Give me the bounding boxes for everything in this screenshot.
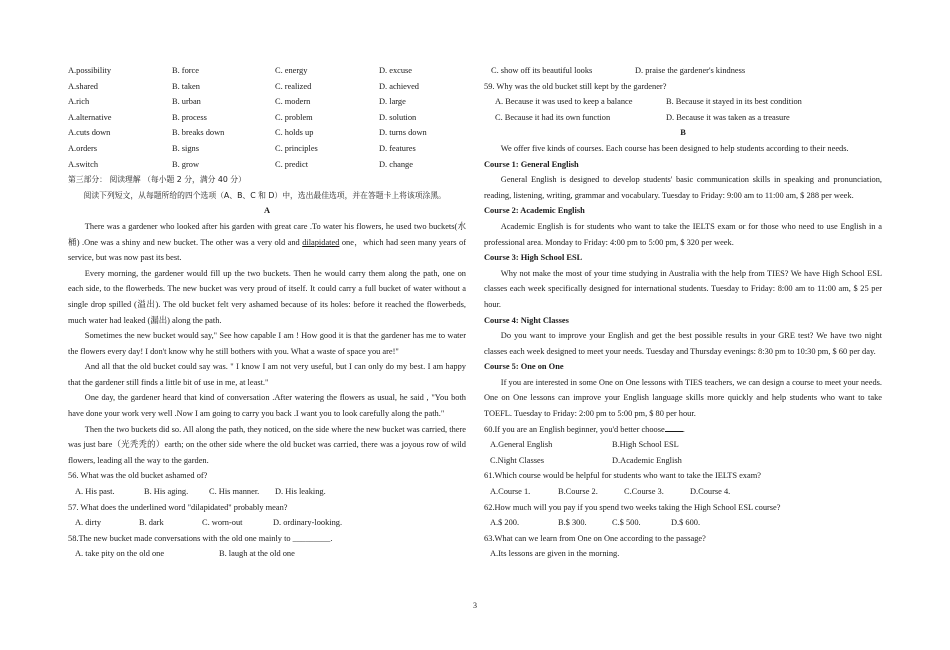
option-c: C. modern — [275, 97, 311, 107]
question-60-stem — [484, 422, 882, 438]
option-c: C. realized — [275, 81, 312, 91]
option-d: D. praise the gardener's kindness — [635, 66, 746, 75]
left-column — [68, 63, 466, 562]
option-a: A.General English — [490, 440, 553, 450]
option-b: B. dark — [139, 518, 164, 528]
option-d: D.Academic English — [612, 455, 682, 465]
section3-instruction: 阅读下列短文，从每题所给的四个选项（A、B、C 和 D）中，选出最佳选项，并在答题卡上将该项涂黑。 — [83, 190, 446, 200]
question-59-stem: 59. Why was the old bucket still kept by the gardener? — [484, 81, 667, 91]
option-d: D. achieved — [379, 81, 419, 91]
question-58-options-cd — [484, 63, 882, 79]
option-d: D. solution — [379, 112, 417, 122]
page-number: 3 — [473, 601, 477, 610]
option-c: C.Course 3. — [624, 487, 664, 497]
question-59-options-cd — [484, 110, 882, 126]
question-62-options — [484, 515, 882, 531]
course-1-title: Course 1: General English — [484, 159, 579, 169]
passage-b-label: B — [680, 128, 686, 138]
cloze-option-row-55 — [68, 157, 466, 173]
option-b: B. force — [172, 66, 199, 75]
course-3-title: Course 3: High School ESL — [484, 253, 583, 263]
option-d: D. ordinary-looking. — [273, 518, 343, 528]
question-58-options-ab — [68, 546, 466, 562]
course-5-text: If you are interested in some One on One lessons with TIES teachers, we can design a course to meet your needs. One on One lessons can improve your English language skills more quickly and help students who want to take TOEFL. Tuesday to Friday: 2:00 pm to 5:00 pm, $ 80 per hour. — [484, 377, 882, 419]
passage-a-paragraph-5: One day, the gardener heard that kind of conversation .After watering the flowers as usual, he said , "You both have done your work very well .Now I am going to carry you back .I want you to look carefully along the path." — [68, 393, 466, 419]
course-4-title: Course 4: Night Classes — [484, 315, 569, 325]
cloze-option-row-51 — [68, 94, 466, 110]
option-b: B.High School ESL — [612, 440, 679, 450]
question-57-stem: 57. What does the underlined word "dilapidated" probably mean? — [68, 502, 288, 512]
option-c: C.$ 500. — [612, 518, 641, 528]
question-63-option-a — [484, 546, 882, 562]
option-a: A.alternative — [68, 112, 112, 122]
cloze-option-row-50 — [68, 79, 466, 95]
option-b: B. grow — [172, 159, 199, 169]
question-59-options-ab — [484, 94, 882, 110]
option-a: A. His past. — [75, 487, 115, 497]
option-d: D. change — [379, 159, 413, 169]
option-a: A. Because it was used to keep a balance — [495, 97, 633, 107]
passage-a-paragraph-4: And all that the old bucket could say was. " I know I am not very useful, but I can only do my best. I am happy that the gardener still finds a little bit of use in me, at least." — [68, 362, 466, 387]
question-60-options-cd — [484, 453, 882, 469]
option-d: D. His leaking. — [275, 487, 326, 497]
question-60-options-ab — [484, 437, 882, 453]
text: 60.If you are an English beginner, you'd better choose — [484, 424, 665, 434]
question-58-stem: 58.The new bucket made conversations with the old one mainly to _________. — [68, 533, 333, 543]
question-63-stem: 63.What can we learn from One on One according to the passage? — [484, 533, 706, 543]
course-2-title: Course 2: Academic English — [484, 206, 585, 216]
option-d: D. features — [379, 143, 416, 153]
option-b: B. taken — [172, 81, 200, 91]
option-a: A. dirty — [75, 518, 102, 528]
option-a: A.shared — [68, 81, 98, 91]
passage-a-paragraph-2: Every morning, the gardener would fill up the two buckets. Then he would carry them along the path, one on each side, to the flowerbeds. The new bucket was very proud of itself. It could carry a full bucket of water without a single drop spilled (溢出). The old bucket felt very ashamed because of its holes: before it reached the flowerbeds, much water had leaked (漏出) along the path. — [68, 268, 466, 325]
option-a: A.Course 1. — [490, 487, 531, 497]
underlined-word: dilapidated — [302, 237, 340, 247]
text: one，which had seen many years of service, but was now past its best. — [68, 237, 466, 263]
question-57-options — [68, 515, 466, 531]
option-a: A.switch — [68, 159, 99, 169]
question-56-stem: 56. What was the old bucket ashamed of? — [68, 471, 208, 481]
course-1-text: General English is designed to develop students' basic communication skills in speaking and pronunciation, reading, listening, writing, grammar and vocabulary. Tuesday to Friday: 9:00 am to 11:00 am, $ 288 per week. — [484, 175, 882, 200]
option-b: B. laugh at the old one — [219, 549, 295, 559]
option-c: C. worn-out — [202, 518, 243, 528]
option-d: D. large — [379, 97, 406, 107]
passage-a-paragraph-3: Sometimes the new bucket would say," See how capable I am ! How good it is that the gardener has me to water the flowers every day! I don't know why he still bothers with you. What a waste of space you are!" — [68, 331, 466, 356]
cloze-option-row-52 — [68, 110, 466, 126]
course-4-text: Do you want to improve your English and get the best possible results in your GRE test? We have two night classes each week designed to meet your needs. Tuesday and Thursday evenings: 8:30 pm to 10:30 pm, $ 60 per day. — [484, 331, 882, 356]
option-b: B. signs — [172, 143, 199, 153]
option-d: D.$ 600. — [671, 518, 701, 528]
option-a: A.cuts down — [68, 128, 111, 138]
question-56-options — [68, 484, 466, 500]
option-c: C. show off its beautiful looks — [491, 66, 593, 75]
passage-a-label: A — [263, 206, 271, 216]
cloze-option-row-54 — [68, 141, 466, 157]
option-c: C. holds up — [275, 128, 314, 138]
option-a: A.$ 200. — [490, 518, 520, 528]
cloze-option-row-49 — [68, 63, 466, 79]
option-a: A.possibility — [68, 66, 112, 75]
option-a: A.orders — [68, 143, 98, 153]
option-c: C. His manner. — [209, 487, 260, 497]
course-5-title: Course 5: One on One — [484, 362, 564, 372]
option-d: D. turns down — [379, 128, 427, 138]
option-a: A.Its lessons are given in the morning. — [490, 549, 620, 559]
question-62-stem: 62.How much will you pay if you spend two weeks taking the High School ESL course? — [484, 502, 781, 512]
option-b: B.$ 300. — [558, 518, 587, 528]
option-a: A. take pity on the old one — [75, 549, 165, 559]
option-b: B. breaks down — [172, 128, 225, 138]
course-3-text: Why not make the most of your time studying in Australia with the help from TIES? We have High School ESL classes each week specifically designed for international students. Tuesday to Friday: 8:00 am to 11:00 am, $ 25 per hour. — [484, 268, 882, 309]
question-61-stem: 61.Which course would be helpful for students who want to take the IELTS exam? — [484, 471, 761, 481]
answer-blank — [665, 422, 683, 432]
option-d: D.Course 4. — [690, 487, 731, 497]
option-a: A.rich — [68, 97, 90, 107]
option-b: B. Because it stayed in its best condition — [666, 97, 802, 107]
option-c: C. predict — [275, 159, 309, 169]
course-2-text: Academic English is for students who want to take the IELTS exam or for those who need to use English in a professional area. Monday to Friday: 4:00 pm to 5:00 pm, $ 320 per week. — [484, 221, 882, 247]
passage-a-paragraph-1 — [68, 219, 466, 266]
right-column — [484, 63, 882, 562]
passage-b-intro: We offer five kinds of courses. Each course has been designed to help students according to their needs. — [500, 143, 849, 153]
option-d: D. excuse — [379, 66, 413, 75]
option-b: B. His aging. — [144, 487, 189, 497]
text: . — [682, 424, 685, 434]
option-b: B. urban — [172, 97, 201, 107]
option-c: C. Because it had its own function — [495, 112, 611, 122]
question-61-options — [484, 484, 882, 500]
section3-heading: 第三部分： 阅读理解 （每小题 2 分，满分 40 分） — [68, 175, 246, 185]
passage-a-paragraph-6: Then the two buckets did so. All along the path, they noticed, on the side where the new bucket was carried, there was just bare（光秃秃的）earth; on the other side where the old bucket was carried, there was a joyous row of wild flowers, leading all the way to the garden. — [68, 424, 466, 465]
option-c: C. problem — [275, 112, 313, 122]
cloze-option-row-53 — [68, 125, 466, 141]
option-b: B.Course 2. — [558, 487, 598, 497]
option-c: C.Night Classes — [490, 455, 544, 465]
option-c: C. principles — [275, 143, 318, 153]
option-d: D. Because it was taken as a treasure — [666, 112, 790, 122]
option-c: C. energy — [275, 66, 308, 75]
text: There was a gardener who looked after his garden with great care .To water his flowers, he used two buckets(水桶) .One was a shiny and new bucket. The other was a very old and — [68, 221, 466, 247]
option-b: B. process — [172, 112, 207, 122]
